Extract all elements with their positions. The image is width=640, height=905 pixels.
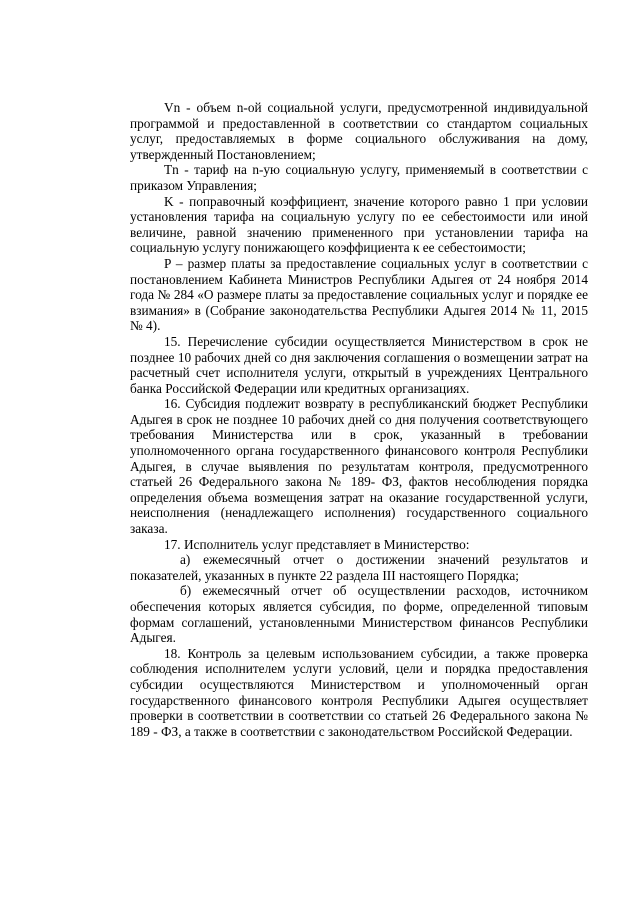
paragraph-tn-definition: Tn - тариф на n-ую социальную услугу, применяемый в соответствии с приказом Управления;: [130, 162, 588, 193]
paragraph-clause-18: 18. Контроль за целевым использованием субсидии, а также проверка соблюдения исполнителем услуги условий, цели и порядка предоставления субсидии осуществляются Министерством и уполномоченный орган государственного финансового контроля Республики Адыгея осуществляет проверки в соответствии в соответствии со статьей 26 Федерального закона № 189 - ФЗ, а также в соответствии с законодательством Российской Федерации.: [130, 645, 588, 739]
paragraph-p-definition: P – размер платы за предоставление социальных услуг в соответствии с постановлением Кабинета Министров Республики Адыгея от 24 ноября 2014 года № 284 «О размере платы за предоставление социальных услуг и порядке ее взимания» в (Собрание законодательства Республики Адыгея 2014 № 11, 2015 № 4).: [130, 255, 588, 334]
paragraph-vn-definition: Vn - объем n-ой социальной услуги, предусмотренной индивидуальной программой и предоставленной в соответствии со стандартом социальных услуг, предоставляемых в форме социального обслуживания на дому, утвержденный Постановлением;: [130, 100, 588, 162]
document-page: [130, 100, 588, 739]
list-item-b: б) ежемесячный отчет об осуществлении расходов, источником обеспечения которых является субсидия, по форме, определенной типовым формам соглашений, установленными Министерством финансов Республики Адыгея.: [130, 583, 588, 646]
paragraph-k-definition: K - поправочный коэффициент, значение которого равно 1 при условии установления тарифа на социальную услугу по ее себестоимости или иной величине, равной значению примененного при установлении тарифа на социальную услугу понижающего коэффициента к ее себестоимости;: [130, 193, 588, 256]
list-item-a: а) ежемесячный отчет о достижении значений результатов и показателей, указанных в пункте 22 раздела III настоящего Порядка;: [130, 552, 588, 583]
paragraph-clause-16: 16. Субсидия подлежит возврату в республиканский бюджет Республики Адыгея в срок не позднее 10 рабочих дней со дня получения соответствующего требования Министерства или в срок, указанный в требовании уполномоченного органа государственного финансового контроля Республики Адыгея, в случае выявления по результатам контроля, предусмотренного статьей 26 Федерального закона № 189- ФЗ, фактов несоблюдения порядка определения объема возмещения затрат на оказание государственной услуги, неисполнения (ненадлежащего исполнения) государственного социального заказа.: [130, 396, 588, 537]
paragraph-clause-15: 15. Перечисление субсидии осуществляется Министерством в срок не позднее 10 рабочих дней со дня заключения соглашения о возмещении затрат на расчетный счет исполнителя услуги, открытый в учреждениях Центрального банка Российской Федерации или кредитных организациях.: [130, 333, 588, 396]
paragraph-clause-17: 17. Исполнитель услуг представляет в Министерство:: [164, 536, 470, 552]
